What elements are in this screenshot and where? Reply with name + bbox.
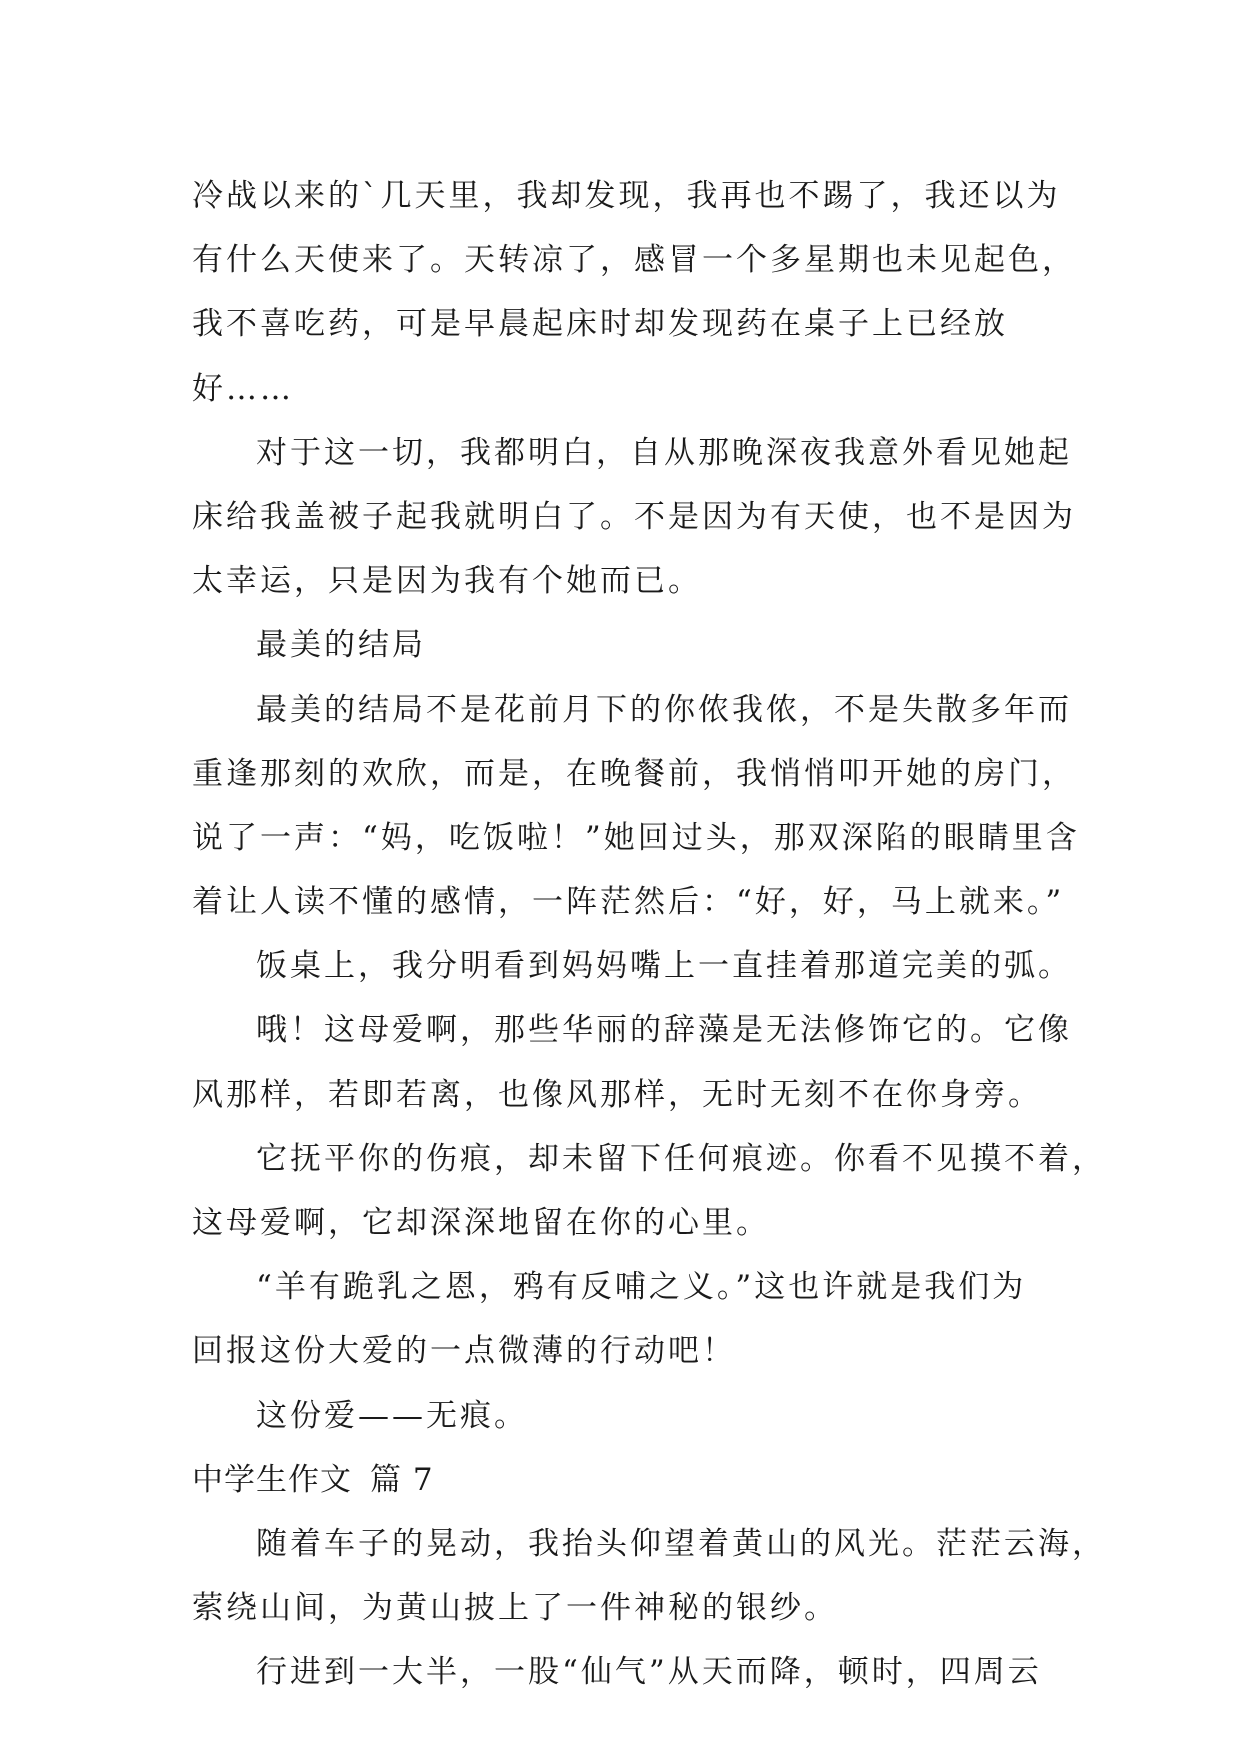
essay-heading (192, 1448, 1052, 1512)
text-line: 最美的结局不是花前月下的你侬我侬，不是失散多年而 (256, 691, 1072, 728)
text-line: 重逢那刻的欢欣，而是，在晚餐前，我悄悄叩开她的房门， (192, 755, 1076, 792)
text-line: 好…… (192, 370, 294, 407)
text-line: 太幸运，只是因为我有个她而已。 (192, 563, 702, 600)
text-line: 随着车子的晃动，我抬头仰望着黄山的风光。茫茫云海， (256, 1525, 1106, 1562)
text-line: 有什么天使来了。天转凉了，感冒一个多星期也未见起色， (192, 242, 1076, 279)
text-line: “羊有跪乳之恩，鸦有反哺之义。”这也许就是我们为 (256, 1269, 1027, 1306)
text-line: 说了一声：“妈，吃饭啦！”她回过头，那双深陷的眼睛里含 (192, 819, 1080, 856)
text-line: 我不喜吃药，可是早晨起床时却发现药在桌子上已经放 (192, 306, 1008, 343)
text-line: 风那样，若即若离，也像风那样，无时无刻不在你身旁。 (192, 1076, 1042, 1113)
text-line: 它抚平你的伤痕，却未留下任何痕迹。你看不见摸不着， (256, 1140, 1106, 1177)
section-title: 最美的结局 (256, 627, 426, 664)
text-line: 回报这份大爱的一点微薄的行动吧！ (192, 1333, 736, 1370)
essay-heading-title: 中学生作文 (192, 1461, 352, 1498)
text-line: 对于这一切，我都明白，自从那晚深夜我意外看见她起 (256, 434, 1072, 471)
essay-heading-number: 篇 7 (370, 1461, 434, 1498)
text-line: 哦！这母爱啊，那些华丽的辞藻是无法修饰它的。它像 (256, 1012, 1072, 1049)
text-line: 行进到一大半，一股“仙气”从天而降，顿时，四周云 (256, 1654, 1042, 1691)
text-line: 床给我盖被子起我就明白了。不是因为有天使，也不是因为 (192, 498, 1076, 535)
document-page (192, 164, 1106, 1705)
text-line: 饭桌上，我分明看到妈妈嘴上一直挂着那道完美的弧。 (256, 948, 1072, 985)
text-line: 这母爱啊，它却深深地留在你的心里。 (192, 1205, 770, 1241)
text-line: 冷战以来的`几天里，我却发现，我再也不踢了，我还以为 (192, 178, 1061, 214)
text-line: 这份爱——无痕。 (256, 1397, 528, 1434)
text-line: 着让人读不懂的感情，一阵茫然后：“好，好，马上就来。” (192, 884, 1065, 921)
text-line: 萦绕山间，为黄山披上了一件神秘的银纱。 (192, 1590, 838, 1627)
